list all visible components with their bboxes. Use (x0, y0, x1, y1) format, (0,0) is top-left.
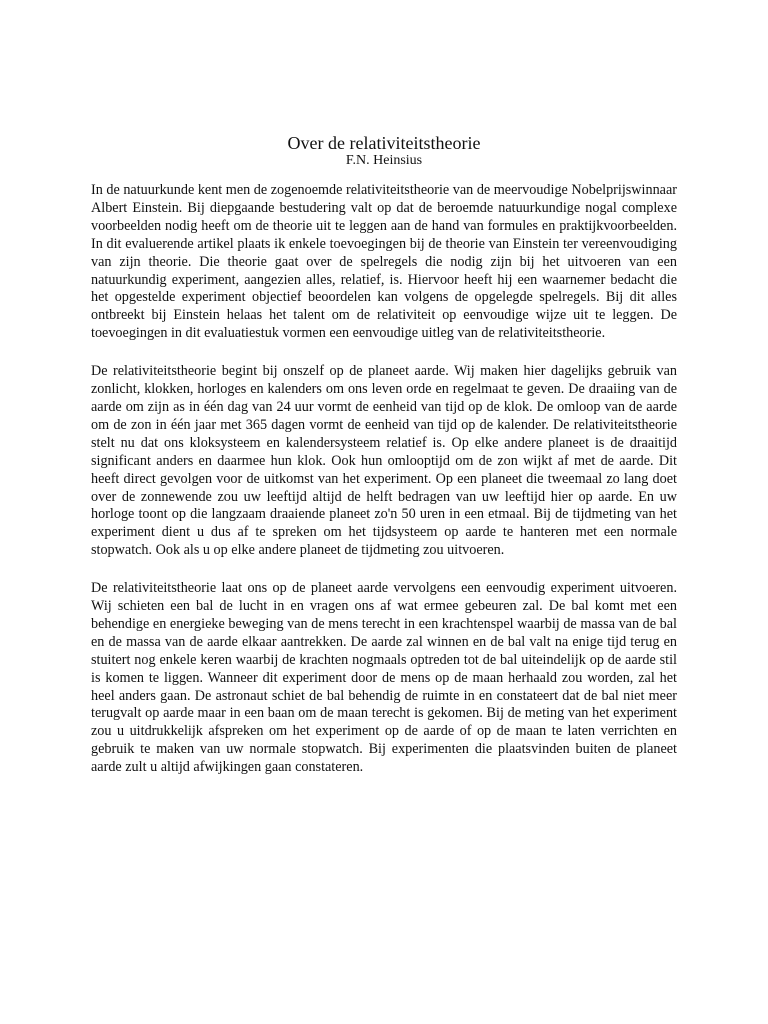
document-title: Over de relativiteitstheorie (287, 133, 481, 153)
document-author: F.N. Heinsius (345, 153, 423, 168)
paragraph-2: De relativiteitstheorie begint bij onszelf op de planeet aarde. Wij maken hier dagelijks gebruik van zonlicht, klokken, horloges en kalenders om ons leven orde en regelmaat te geven. De draaiing van de aarde om zijn as in één dag van 24 uur vormt de eenheid van tijd op de klok. De omloop van de aarde om de zon in één jaar met 365 dagen vormt de eenheid van tijd op de kalender. De relativiteitstheorie stelt nu dat ons kloksysteem en kalendersysteem relatief is. Op elke andere planeet is de draaitijd significant anders en daarmee hun klok. Ook hun omlooptijd om de zon wijkt af met de aarde. Dit heeft direct gevolgen voor de uitkomst van het experiment. Op een planeet die tweemaal zo lang doet over de zonnewende zou uw leeftijd altijd de helft bedragen van uw leeftijd hier op aarde. En uw horloge toont op die langzaam draaiende planeet zo'n 50 uren in een etmaal. Bij de tijdmeting van het experiment dient u dus af te spreken om het tijdsysteem op aarde te hanteren met een normale stopwatch. Ook als u op elke andere planeet de tijdmeting zou uitvoeren. (91, 363, 677, 559)
document-body (91, 182, 677, 797)
paragraph-3: De relativiteitstheorie laat ons op de planeet aarde vervolgens een eenvoudig experiment uitvoeren. Wij schieten een bal de lucht in en vragen ons af wat ermee gebeuren zal. De bal komt met een behendige en energieke beweging van de mens terecht in een krachtenspel waarbij de massa van de bal en de massa van de aarde elkaar aantrekken. De aarde zal winnen en de bal valt na enige tijd terug en stuitert nog enkele keren waarbij de krachten nogmaals optreden tot de bal uiteindelijk op de aarde stil is komen te liggen. Wanneer dit experiment door de mens op de maan herhaald zou worden, zal het heel anders gaan. De astronaut schiet de bal behendig de ruimte in en constateert dat de bal niet meer terugvalt op aarde maar in een baan om de maan terecht is gekomen. Bij de meting van het experiment zou u uitdrukkelijk afspreken om het experiment op de aarde of op de maan te laten verrichten en gebruik te maken van uw normale stopwatch. Bij experimenten die plaatsvinden buiten de planeet aarde zult u altijd afwijkingen gaan constateren. (91, 580, 677, 776)
paragraph-1: In de natuurkunde kent men de zogenoemde relativiteitstheorie van de meervoudige Nobelprijswinnaar Albert Einstein. Bij diepgaande bestudering valt op dat de beroemde natuurkundige nogal complexe voorbeelden nodig heeft om de theorie uit te leggen aan de hand van formules en praktijkvoorbeelden. In dit evaluerende artikel plaats ik enkele toevoegingen bij de theorie van Einstein ter vereenvoudiging van zijn theorie. Die theorie gaat over de spelregels die nodig zijn bij het uitvoeren van een natuurkundig experiment, aangezien alles, relatief, is. Hiervoor heeft hij een waarnemer bedacht die het opgestelde experiment objectief beoordelen kan volgens de opgelegde spelregels. Bij dit alles ontbreekt bij Einstein helaas het talent om de relativiteit op eenvoudige wijze uit te leggen. De toevoegingen in dit evaluatiestuk vormen een eenvoudige uitleg van de relativiteitstheorie. (91, 182, 677, 342)
